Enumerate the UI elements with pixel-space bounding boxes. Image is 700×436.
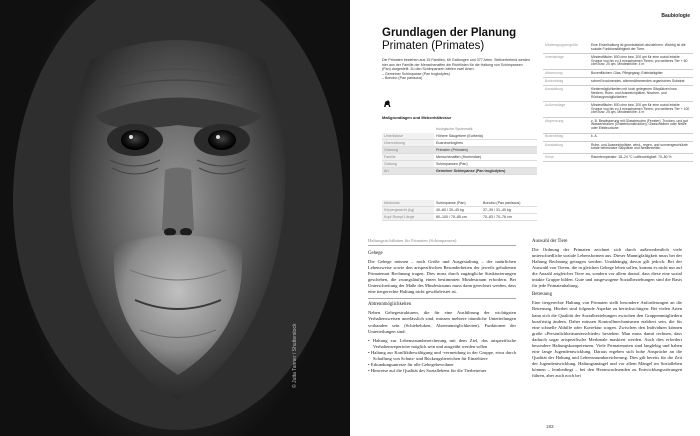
section-heading: Abtrennmöglichkeiten: [368, 302, 412, 308]
table-header-row: [382, 126, 537, 133]
paragraph: Die Gehege müssen – nach Größe und Ausgestaltung – der natürlichen Lebensweise sowie den artspezifischen Besonderheiten der jeweils gehaltenen Primatenart Rechnung tragen. Dies muss durch zugängliche Strukturierungen geschehen, die zwangsläufig einen bestimmten Mindestraum erfordern. Bei Unterschreitung der Maße des Mindestraums muss dann gerechnet werden, dass eine tiergerechte Haltung nicht gewährleistet ist.: [368, 259, 516, 295]
measures-table: [382, 200, 537, 221]
intro-block: [382, 58, 532, 81]
requirements-table: [543, 42, 693, 162]
table-header-row: Merkmale Schimpanse (Pan) Bonobo (Pan paniscus): [382, 200, 537, 207]
list-item: • Hinweise auf die Qualität des Soziallebens für die Tierbetreuer: [368, 368, 516, 374]
table-row: Ausstattung Klettermöglichkeiten mit hoch gelegenen Sitzplätzen bzw. Nestern, Ruhe- und Ausweichplätze, Nischen- und Rückzugsmöglichkeiten: [543, 86, 693, 102]
list-item: • Erkundungsanreize für alle Gehegebewohner: [368, 362, 516, 368]
table-row: Bodenbelag schnell trocknendes, wärmedämmendes organisches Substrat: [543, 78, 693, 86]
function-list: [368, 338, 516, 374]
species-item: – Bonobo (Pan paniscus): [382, 76, 532, 81]
section-heading: Betreuung: [532, 292, 552, 298]
photo-credit: © Jutta Tanner / Shutterstock: [292, 323, 298, 388]
paragraph: Die Ordnung der Primaten zeichnet sich durch außerordentlich viele unterschiedliche soziale Lebensformen aus. Dieser Mannigfaltigkeit muss bei der Haltung Rechnung getragen werden. Unabhängig davon gilt jedoch: Bei der Auswahl von Tieren, die in gleichen Gehege leben sollen, kommt es nicht nur auf die Anzahl artgleicher Tiere an, sondern vor allem darauf, dass diese eine sozial intakte Gruppe bilden. Gute und ausgewogene Sozialbeziehungen sind die Basis für jede Primatenhaltung.: [532, 247, 682, 289]
chimpanzee-silhouette-icon: [382, 98, 392, 108]
table-row: Mindestgruppengröße Eine Einzelhaltung ist grundsätzlich abzulehnen. Wichtig ist die soziale Funktionsfähigkeit der Tiere.: [543, 42, 693, 54]
section-tag: Baubiologie: [661, 13, 690, 19]
table-row: Art Gemeiner Schimpanse (Pan troglodytes): [382, 167, 537, 174]
species-list: [382, 72, 532, 81]
page-title: Grundlagen der Planung: [382, 27, 517, 39]
table-row: Bodenbelag k. A.: [543, 133, 693, 141]
section-heading: Gehege: [368, 251, 383, 257]
table-row: Überordnung Euarchontoglires: [382, 139, 537, 146]
paragraph: Eine tiergerechte Haltung von Primaten stellt besondere Anforderungen an die Betreuung. Hierbei sind folgende Aspekte zu berücksichtigen: Bei vielen Arten kann sich die Qualität der Sozialbeziehungen zwischen den Gruppenmitgliedern kurzfristig ändern. Daher müssen Kontrollmechanismen etabliert sein, die für eine schnelle Abhilfe oder Korrektur sorgen. Zwischen den Individuen können große »Persönlichkeitsunterschiede« bestehen. Man muss damit rechnen, dass dadurch sogar artspezifische Merkmale maskiert werden. Auch dies erfordert besondere Haltungskompetenzen. Viele Primatenarten sind langlebig und haben eine lange Jugendentwicklung. Daraus ergeben sich hohe Ansprüche an die Qualität der Haltung und Lebensraumbereicherung. Dies gilt bereits für die Zeit der Jugendentwicklung. Haltungsmängel und vor allem Mängel im Sozialleben können – lernbedingt – bei den Heranwachsenden zu Entwicklungsstörungen führen, aber auch noch bei: [532, 300, 682, 378]
table-row: Unterklasse Höhere Säugetiere (Eutheria): [382, 133, 537, 140]
divider: [368, 298, 516, 299]
selection-column: [532, 238, 682, 382]
table-row: Gattung Schimpansen (Pan): [382, 160, 537, 167]
list-item: • Haltung zur Konfliktbewältigung und -vermeidung in der Gruppe, etwa durch Schaffung von Schutz- und Rückzugsbereichen für Einzeltiere: [368, 350, 516, 362]
text-page: [350, 0, 700, 436]
table-row: Außenanlage Mindestfläche: 800 cbm bzw. 200 qm für eine sozial intakte Gruppe von bis zu 4 erwachsenen Tieren; pro weiteres Tier + 100 cbm bzw. 25 qm, Mindesthöhe: 4 m: [543, 102, 693, 118]
list-item: • Haltung zur Lebensraumbereicherung mit dem Ziel, das artspezifische Verhaltensrepertoire möglich sein und ausgeübt werden sollen: [368, 338, 516, 350]
table-row: Ordnung Primaten (Primates): [382, 146, 537, 153]
page-subtitle: Primaten (Primates): [382, 40, 485, 52]
guidelines-column: [368, 238, 516, 377]
table-row: Abtrennung Boxenflächen: Glas, Pflegegang: Edelstahlgitter: [543, 69, 693, 77]
intro-text: Die Primaten bestehen aus 15 Familien, 69 Gattungen und 377 Arten. Stellvertretend werden hier aus der Familie der Menschenaffen die Richtlinien für die Haltung von Schimpansen (Pan) dargestellt. Zu den Schimpansen zählen zwei Arten:: [382, 58, 531, 72]
guidelines-box-title: Haltungsrichtlinien für Primaten (Schimpansen): [368, 238, 516, 246]
paragraph: Neben Gehegestrukturen, die für eine Ausführung der wichtigsten Verhaltensweisen unerlässlich sind, müssen mehrere räumliche Unterteilungen vorhanden sein (Schiebeluken, Abtrennmöglichkeiten). Funktionen der Unterteilungen sind:: [368, 310, 516, 334]
right-eye: [208, 130, 236, 150]
table-row: Familie Menschenaffen (Hominidae): [382, 153, 537, 160]
table-row: Abgrenzung z. B. Bewässerung mit Glasstreuden (Fenster), Trocken- und gut Wasserstraßen (Grabenkonstruktion), Glasscheiben oder Netze oder Elektrozäune: [543, 117, 693, 133]
left-eye: [121, 130, 149, 150]
species-item: – Gemeiner Schimpanse (Pan troglodytes): [382, 72, 532, 77]
table-row: Ausstattung Ruhe- und Ausweichplätze, wind-, regen- und sonnengeschützte sowie beheizbare Sitzplätze und Nesterstellen: [543, 141, 693, 153]
page-number: 183: [546, 424, 554, 429]
taxonomy-table: [382, 126, 537, 175]
table-row: Körpergewicht (kg) 40–60 / 30–45 kg 37–39 / 31–40 kg: [382, 207, 537, 214]
table-row: Innenanlage Mindestfläche: 800 cbm bzw. 200 qm für eine sozial intakte Gruppe von bis zu 4 erwachsenen Tieren; pro weiteres Tier + 60 cbm bzw. 20 qm, Mindesthöhe: 4 m: [543, 54, 693, 70]
table-row: Kopf-Rumpf-Länge 80–100 / 70–85 cm 70–83 / 70–76 cm: [382, 214, 537, 221]
requirements-heading: Maßgrundlagen und Mebenhältnisse: [382, 115, 452, 120]
taxonomy-header: biologische Systematik: [436, 127, 473, 132]
section-heading: Auswahl der Tiere: [532, 239, 568, 244]
table-row: Klima Raumtemperatur: 18–24 °C Luftfeuchtigkeit: 70–80 %: [543, 153, 693, 161]
